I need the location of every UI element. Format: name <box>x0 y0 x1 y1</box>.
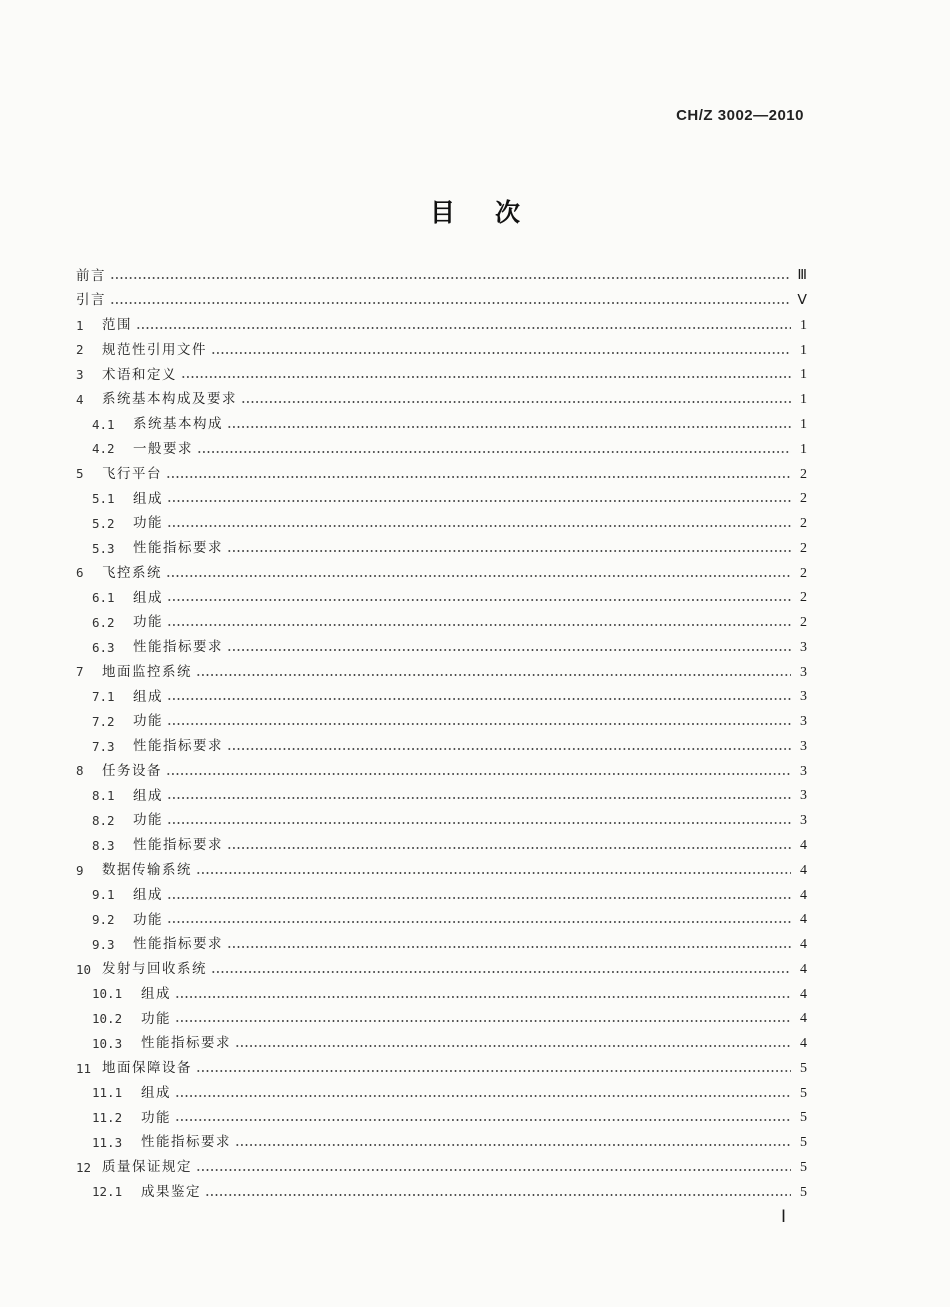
toc-leader-dots <box>167 697 791 701</box>
toc-entry-number: 2 <box>76 342 84 358</box>
toc-entry-number: 4.2 <box>92 441 115 457</box>
toc-entry[interactable] <box>76 611 807 636</box>
toc-entry-page: 2 <box>800 540 807 556</box>
toc-entry-number: 1 <box>76 317 84 333</box>
toc-entry-title: 成果鉴定 <box>141 1183 201 1200</box>
toc-entry-page: Ⅴ <box>797 293 807 309</box>
toc-entry-page: 2 <box>800 491 807 507</box>
toc-entry[interactable] <box>76 759 807 784</box>
toc-entry-number: 4.1 <box>92 416 115 432</box>
toc-entry-number: 8.1 <box>92 788 115 804</box>
toc-leader-dots <box>166 772 791 776</box>
toc-leader-dots <box>167 499 791 503</box>
toc-entry-title: 性能指标要求 <box>133 738 223 755</box>
toc-entry-number: 5 <box>76 466 84 482</box>
toc-entry[interactable] <box>76 1156 807 1181</box>
toc-entry-title: 功能 <box>141 1010 171 1027</box>
toc-leader-dots <box>167 821 791 825</box>
toc-entry-number: 8 <box>76 763 84 779</box>
toc-entry-page: 1 <box>800 392 807 408</box>
toc-leader-dots <box>227 648 791 652</box>
toc-entry-title: 飞行平台 <box>102 465 162 482</box>
toc-entry-title: 引言 <box>76 292 106 309</box>
toc-entry-number: 9.1 <box>92 887 115 903</box>
toc-entry[interactable] <box>76 660 807 685</box>
toc-leader-dots <box>235 1044 791 1048</box>
toc-entry[interactable] <box>76 1180 807 1205</box>
toc-leader-dots <box>167 722 791 726</box>
toc-entry-title: 任务设备 <box>102 762 162 779</box>
toc-entry[interactable] <box>76 363 807 388</box>
toc-leader-dots <box>211 970 791 974</box>
toc-leader-dots <box>167 524 791 528</box>
toc-leader-dots <box>196 1069 791 1073</box>
toc-entry-title: 性能指标要求 <box>133 540 223 557</box>
toc-entry-title: 性能指标要求 <box>133 639 223 656</box>
toc-leader-dots <box>175 995 791 999</box>
toc-entry-page: 1 <box>800 317 807 333</box>
toc-leader-dots <box>167 796 791 800</box>
toc-entry-title: 组成 <box>133 787 163 804</box>
toc-entry[interactable] <box>76 957 807 982</box>
toc-entry-number: 10 <box>76 961 92 977</box>
toc-entry[interactable] <box>76 561 807 586</box>
footer-page-number: Ⅰ <box>781 1207 787 1226</box>
toc-entry-title: 前言 <box>76 267 106 284</box>
toc-entry[interactable] <box>76 982 807 1007</box>
toc-entry-page: 2 <box>800 466 807 482</box>
toc-entry-page: 4 <box>800 961 807 977</box>
toc-entry-title: 性能指标要求 <box>133 936 223 953</box>
toc-leader-dots <box>181 375 791 379</box>
toc-entry-number: 6.1 <box>92 590 115 606</box>
toc-entry[interactable] <box>76 536 807 561</box>
toc-entry[interactable] <box>76 858 807 883</box>
toc-entry[interactable] <box>76 314 807 339</box>
toc-entry-title: 地面保障设备 <box>102 1060 192 1077</box>
toc-leader-dots <box>196 1168 791 1172</box>
toc-entry-number: 6 <box>76 565 84 581</box>
toc-entry-title: 数据传输系统 <box>102 862 192 878</box>
toc-leader-dots <box>227 846 791 850</box>
toc-entry[interactable] <box>76 933 807 958</box>
toc-entry-title: 性能指标要求 <box>141 1134 231 1151</box>
toc-entry-page: Ⅲ <box>797 268 807 284</box>
toc-entry[interactable] <box>76 413 807 438</box>
toc-entry-title: 术语和定义 <box>102 366 177 383</box>
toc-entry[interactable] <box>76 289 807 314</box>
table-of-contents <box>76 264 807 1205</box>
toc-entry-page: 4 <box>800 837 807 853</box>
toc-entry-number: 9.2 <box>92 912 115 928</box>
toc-leader-dots <box>166 574 791 578</box>
toc-entry-number: 3 <box>76 367 84 383</box>
toc-entry-page: 4 <box>800 937 807 953</box>
toc-leader-dots <box>167 623 791 627</box>
page-title: 目次 <box>429 198 560 227</box>
toc-entry[interactable] <box>76 1106 807 1131</box>
toc-entry-title: 性能指标要求 <box>133 837 223 854</box>
toc-entry-title: 功能 <box>133 614 163 631</box>
toc-entry-page: 4 <box>800 1036 807 1052</box>
toc-entry-page: 5 <box>800 1110 807 1126</box>
toc-entry[interactable] <box>76 735 807 760</box>
toc-entry[interactable] <box>76 685 807 710</box>
toc-entry-page: 5 <box>800 1159 807 1175</box>
toc-entry-title: 系统基本构成 <box>133 416 223 433</box>
toc-entry[interactable] <box>76 809 807 834</box>
toc-entry-page: 4 <box>800 986 807 1002</box>
toc-leader-dots <box>110 301 791 305</box>
toc-entry-title: 组成 <box>133 490 163 507</box>
toc-entry-number: 12.1 <box>92 1184 123 1200</box>
toc-entry-page: 4 <box>800 912 807 928</box>
toc-leader-dots <box>136 326 791 330</box>
toc-entry[interactable] <box>76 487 807 512</box>
toc-entry-number: 8.3 <box>92 837 115 853</box>
toc-entry-page: 4 <box>800 862 807 878</box>
toc-entry-title: 质量保证规定 <box>102 1159 192 1176</box>
toc-entry[interactable] <box>76 635 807 660</box>
toc-entry[interactable] <box>76 883 807 908</box>
toc-entry-number: 7.2 <box>92 713 115 729</box>
toc-entry-page: 3 <box>800 664 807 680</box>
toc-entry-page: 2 <box>800 615 807 631</box>
toc-entry-number: 8.2 <box>92 812 115 828</box>
toc-leader-dots <box>175 1118 791 1122</box>
toc-entry-title: 功能 <box>133 515 163 532</box>
toc-leader-dots <box>175 1019 791 1023</box>
toc-leader-dots <box>110 276 791 280</box>
toc-entry-number: 6.3 <box>92 639 115 655</box>
toc-entry-page: 5 <box>800 1135 807 1151</box>
toc-entry[interactable] <box>76 1007 807 1032</box>
toc-entry-page: 1 <box>800 416 807 432</box>
toc-entry[interactable] <box>76 462 807 487</box>
toc-entry-page: 3 <box>800 639 807 655</box>
toc-entry[interactable] <box>76 1057 807 1082</box>
toc-entry-title: 功能 <box>141 1109 171 1126</box>
toc-entry-page: 2 <box>800 516 807 532</box>
toc-entry[interactable] <box>76 908 807 933</box>
toc-entry[interactable] <box>76 834 807 859</box>
toc-entry[interactable] <box>76 586 807 611</box>
toc-entry-number: 11.2 <box>92 1110 123 1126</box>
toc-entry-number: 9.3 <box>92 936 115 952</box>
toc-entry-title: 组成 <box>141 1084 171 1101</box>
toc-entry-page: 1 <box>800 441 807 457</box>
toc-entry-title: 规范性引用文件 <box>102 341 207 358</box>
toc-entry-title: 一般要求 <box>133 440 193 457</box>
toc-entry[interactable] <box>76 1081 807 1106</box>
toc-entry-page: 5 <box>800 1060 807 1076</box>
toc-entry-title: 系统基本构成及要求 <box>102 391 237 408</box>
toc-leader-dots <box>227 945 791 949</box>
toc-leader-dots <box>196 871 791 875</box>
toc-entry-page: 3 <box>800 763 807 779</box>
toc-entry-title: 范围 <box>102 317 132 334</box>
toc-entry-number: 11.1 <box>92 1085 123 1101</box>
toc-entry-number: 7.3 <box>92 738 115 754</box>
toc-entry-page: 5 <box>800 1184 807 1200</box>
toc-entry-title: 发射与回收系统 <box>102 961 207 978</box>
toc-entry-number: 7 <box>76 664 84 680</box>
toc-entry-page: 3 <box>800 788 807 804</box>
toc-entry-title: 功能 <box>133 812 163 829</box>
toc-entry-number: 10.2 <box>92 1011 123 1027</box>
toc-entry-title: 地面监控系统 <box>102 663 192 680</box>
toc-entry-number: 9 <box>76 862 84 878</box>
toc-entry-page: 5 <box>800 1085 807 1101</box>
toc-entry-title: 功能 <box>133 911 163 928</box>
toc-entry-number: 10.3 <box>92 1035 123 1051</box>
toc-leader-dots <box>227 549 791 553</box>
toc-entry-number: 11.3 <box>92 1134 123 1150</box>
toc-entry-number: 11 <box>76 1060 92 1076</box>
toc-entry-number: 5.3 <box>92 540 115 556</box>
toc-entry[interactable] <box>76 437 807 462</box>
toc-entry-page: 1 <box>800 367 807 383</box>
toc-leader-dots <box>167 598 791 602</box>
toc-leader-dots <box>196 673 791 677</box>
toc-leader-dots <box>167 920 791 924</box>
toc-entry-page: 3 <box>800 714 807 730</box>
toc-entry-page: 1 <box>800 342 807 358</box>
toc-entry[interactable] <box>76 264 807 289</box>
standard-code: CH/Z 3002—2010 <box>676 107 804 124</box>
toc-entry-title: 组成 <box>133 886 163 903</box>
toc-entry[interactable] <box>76 338 807 363</box>
toc-entry-page: 3 <box>800 813 807 829</box>
toc-entry[interactable] <box>76 1032 807 1057</box>
toc-entry-number: 7.1 <box>92 689 115 705</box>
toc-entry-page: 4 <box>800 887 807 903</box>
toc-leader-dots <box>211 351 791 355</box>
toc-entry-number: 6.2 <box>92 614 115 630</box>
toc-entry-title: 组成 <box>141 985 171 1002</box>
toc-entry-title: 组成 <box>133 688 163 705</box>
toc-leader-dots <box>227 425 791 429</box>
toc-entry-title: 性能指标要求 <box>141 1035 231 1052</box>
toc-leader-dots <box>205 1193 791 1197</box>
toc-leader-dots <box>197 450 791 454</box>
toc-entry-number: 10.1 <box>92 986 123 1002</box>
toc-entry-title: 组成 <box>133 589 163 606</box>
toc-entry[interactable] <box>76 710 807 735</box>
toc-entry-page: 3 <box>800 738 807 754</box>
toc-entry-title: 飞控系统 <box>102 564 162 581</box>
toc-entry-number: 12 <box>76 1159 92 1175</box>
toc-entry[interactable] <box>76 1131 807 1156</box>
toc-entry-title: 功能 <box>133 713 163 730</box>
toc-entry[interactable] <box>76 512 807 537</box>
toc-entry-number: 4 <box>76 391 84 407</box>
toc-entry[interactable] <box>76 784 807 809</box>
toc-entry-number: 5.1 <box>92 491 115 507</box>
toc-entry-number: 5.2 <box>92 515 115 531</box>
toc-leader-dots <box>235 1143 791 1147</box>
toc-entry-page: 4 <box>800 1011 807 1027</box>
toc-entry[interactable] <box>76 388 807 413</box>
toc-leader-dots <box>241 400 791 404</box>
toc-leader-dots <box>227 747 791 751</box>
toc-entry-page: 2 <box>800 565 807 581</box>
toc-entry-page: 2 <box>800 590 807 606</box>
toc-leader-dots <box>166 475 791 479</box>
toc-entry-page: 3 <box>800 689 807 705</box>
toc-leader-dots <box>167 896 791 900</box>
toc-leader-dots <box>175 1094 791 1098</box>
